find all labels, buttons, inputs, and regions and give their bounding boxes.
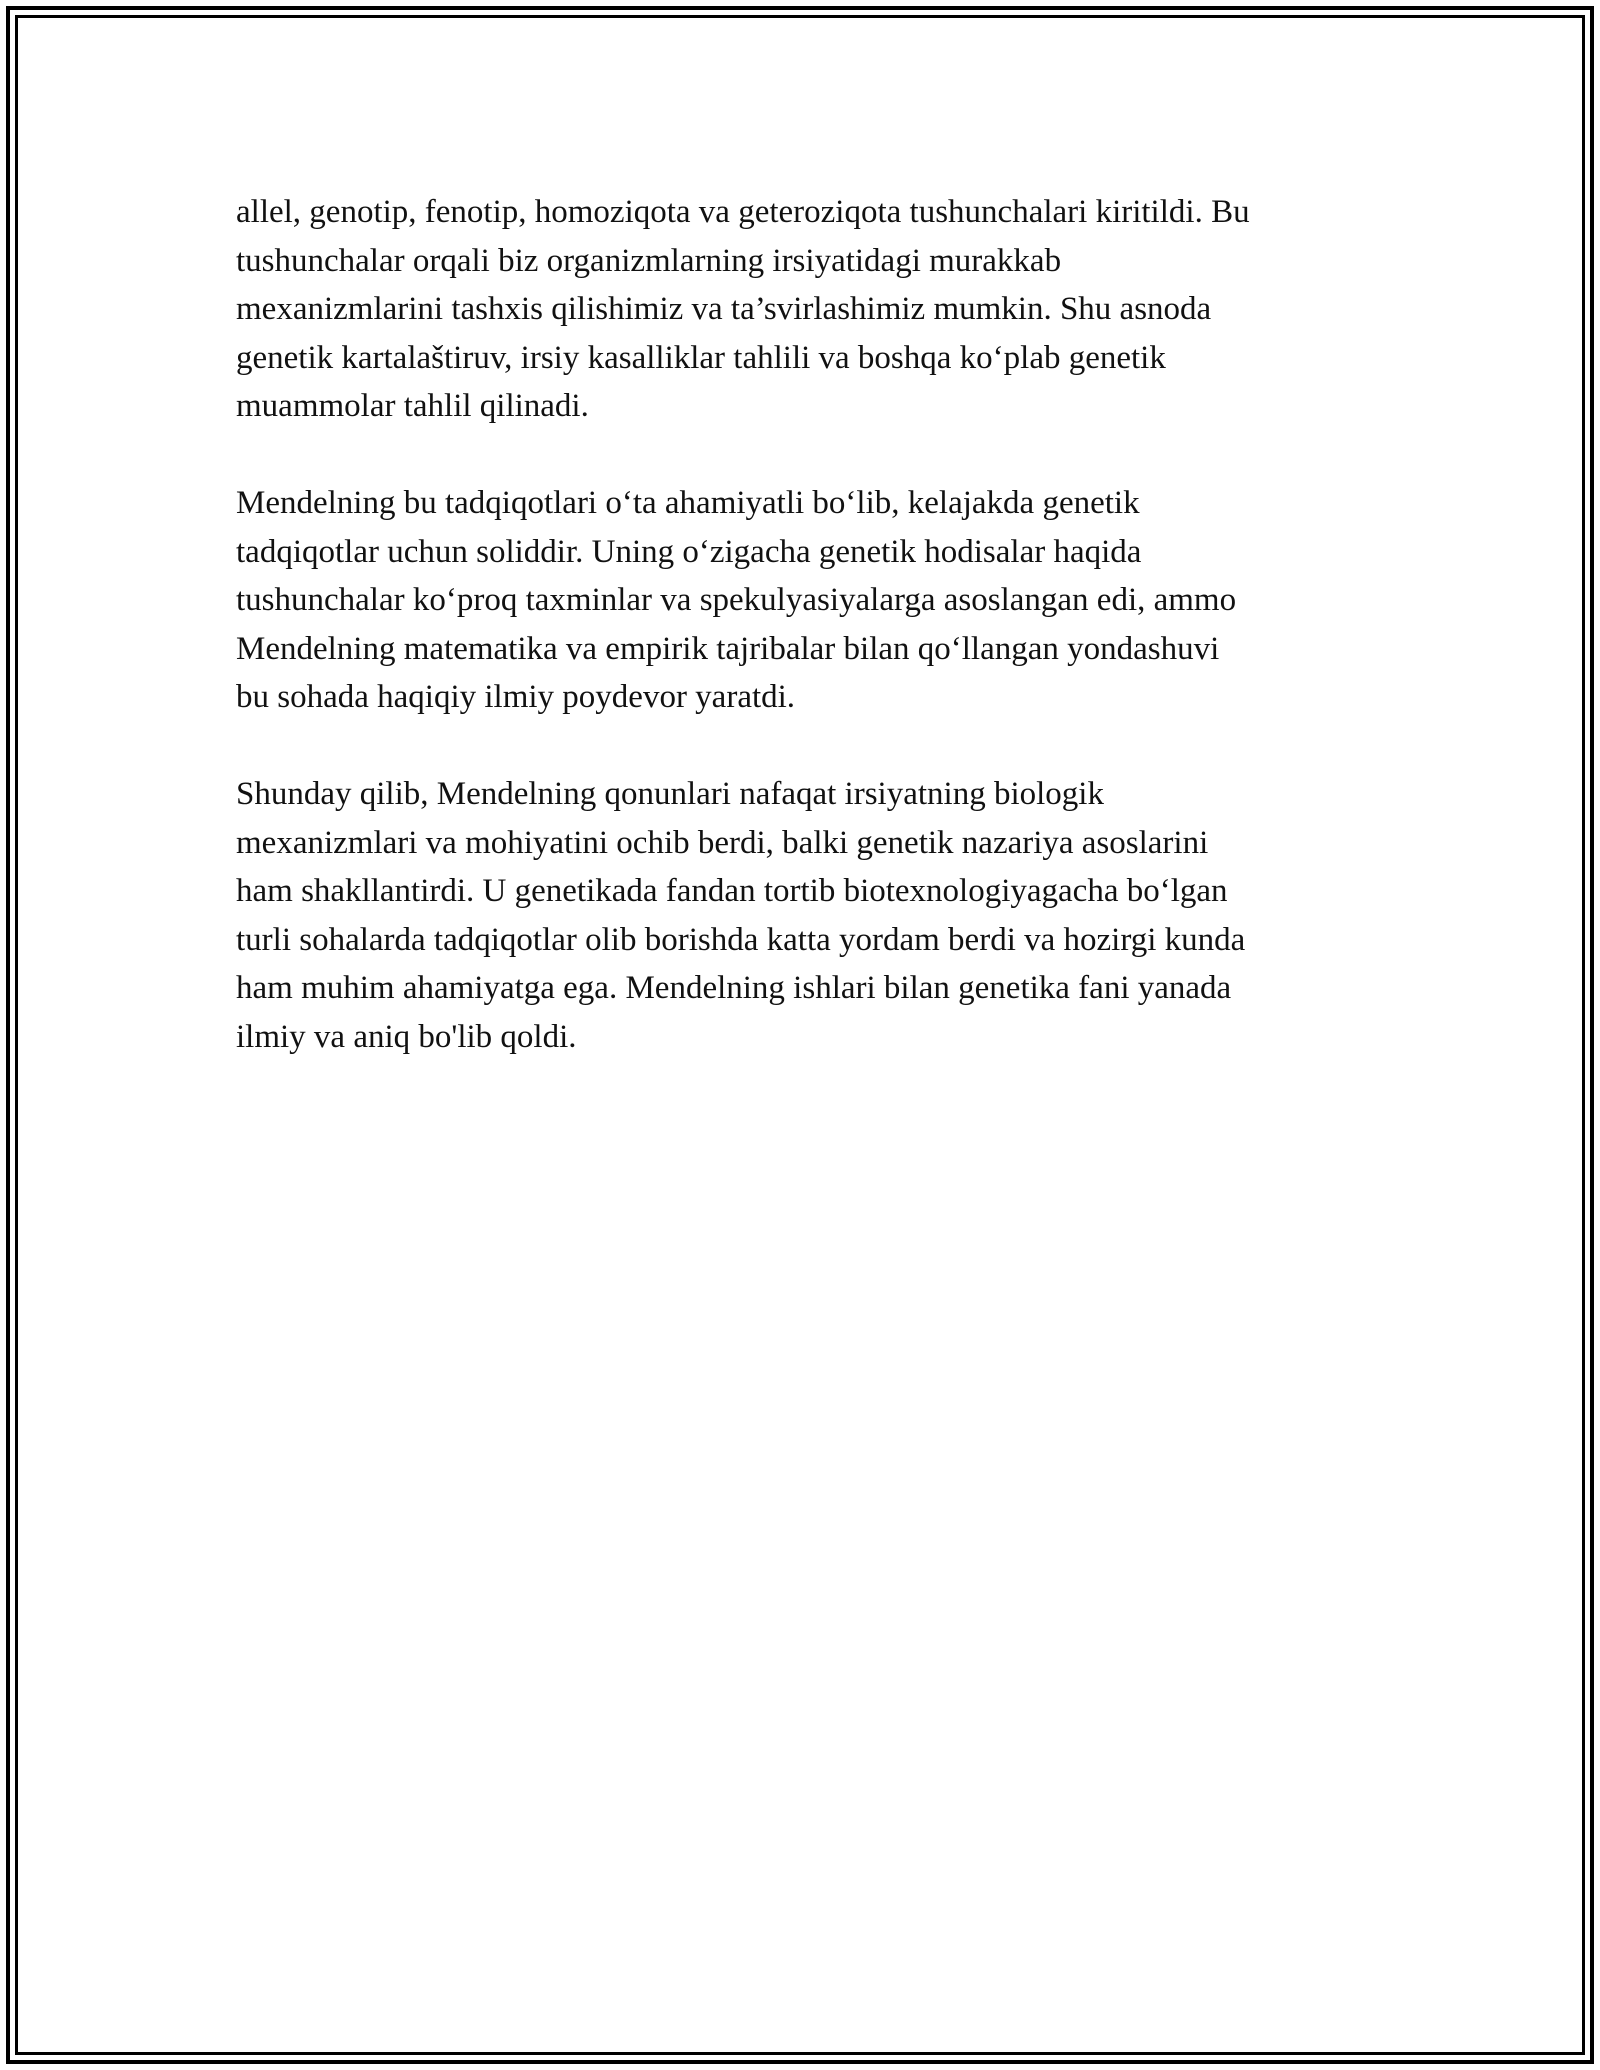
- paragraph-2: Mendelning bu tadqiqotlari o‘ta ahamiyatli bo‘lib, kelajakda genetik tadqiqotlar uchun soliddir. Uning o‘zigacha genetik hodisalar haqida tushunchalar ko‘proq taxminlar va spekulyasiyalarga asoslangan edi, ammo Mendelning matematika va empirik tajribalar bilan qo‘llangan yondashuvi bu sohada haqiqiy ilmiy poydevor yaratdi.: [236, 485, 1237, 715]
- paragraph-3: Shunday qilib, Mendelning qonunlari nafaqat irsiyatning biologik mexanizmlari va mohiyatini ochib berdi, balki genetik nazariya asoslarini ham shakllantirdi. U genetikada fandan tortib biotexnologiyagacha bo‘lgan turli sohalarda tadqiqotlar olib borishda katta yordam berdi va hozirgi kunda ham muhim ahamiyatga ega. Mendelning ishlari bilan genetika fani yanada ilmiy va aniq bo'lib qoldi.: [236, 776, 1246, 1055]
- paragraph-1: allel, genotip, fenotip, homoziqota va geteroziqota tushunchalari kiritildi. Bu tushunchalar orqali biz organizmlarning irsiyatidagi murakkab mexanizmlarini tashxis qilishimiz va ta’svirlashimiz mumkin. Shu asnoda genetik kartalaštiruv, irsiy kasalliklar tahlili va boshqa ko‘plab genetik muammolar tahlil qilinadi.: [236, 194, 1250, 424]
- document-body: [236, 188, 1376, 1110]
